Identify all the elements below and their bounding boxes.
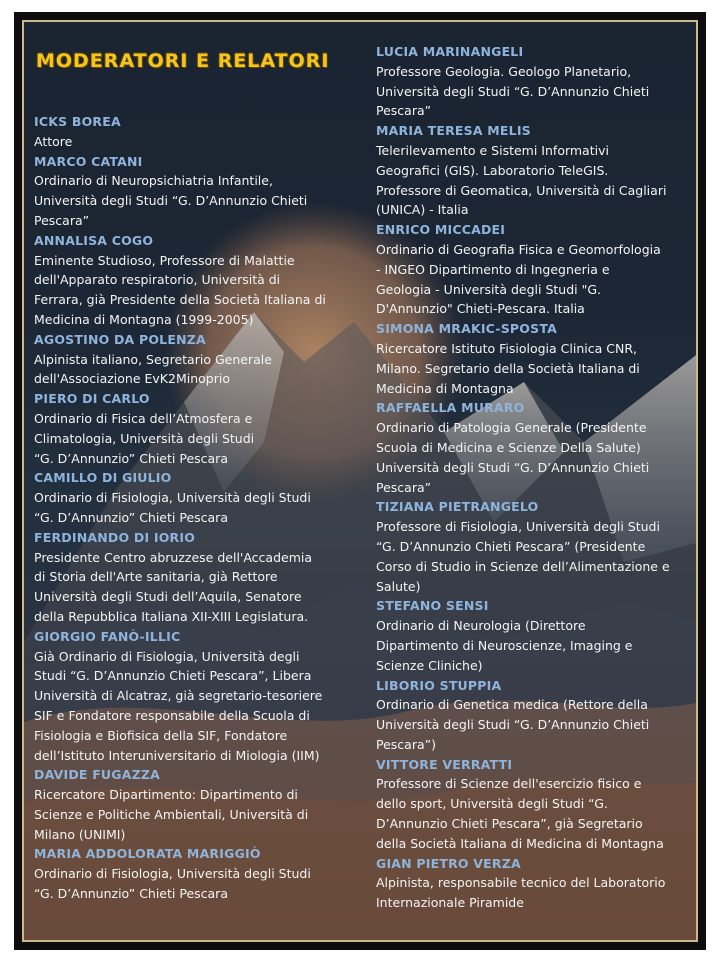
speaker-entry — [376, 398, 696, 497]
speaker-name: GIORGIO FANÒ-ILLIC — [34, 628, 181, 644]
speaker-role: Ordinario di Fisica dell’Atmosfera e Climatologia, Università degli Studi “G. D’Annunzio” Chieti Pescara — [34, 410, 255, 466]
speaker-name: LUCIA MARINANGELI — [376, 44, 524, 59]
speaker-role: Ordinario di Neuropsichiatria Infantile, Università degli Studi “G. D’Annunzio Chieti Pescara” — [34, 173, 308, 228]
speaker-role: Ordinario di Geografia Fisica e Geomorfologia - INGEO Dipartimento di Ingegneria e Geologia - Università degli Studi "G. D'Annunzio" Chieti-Pescara. Italia — [376, 241, 661, 317]
speaker-role: Alpinista, responsabile tecnico del Laboratorio Internazionale Piramide — [376, 875, 666, 911]
speaker-entry — [34, 389, 364, 468]
speaker-name: AGOSTINO DA POLENZA — [34, 331, 206, 347]
speaker-entry — [376, 220, 696, 319]
speaker-role: Ordinario di Neurologia (Direttore Dipartimento di Neuroscienze, Imaging e Scienze Cliniche) — [376, 618, 633, 673]
speaker-entry — [34, 468, 364, 527]
speaker-entry — [376, 596, 696, 675]
speaker-entry — [376, 676, 696, 755]
speaker-role: Professore di Scienze dell'esercizio fisico e dello sport, Università degli Studi “G. D’Annunzio Chieti Pescara”, già Segretario della Società Italiana di Medicina di Montagna — [376, 776, 664, 851]
speaker-entry — [376, 497, 696, 596]
speaker-name: GIAN PIETRO VERZA — [376, 855, 521, 871]
speaker-role: Ordinario di Genetica medica (Rettore della Università degli Studi “G. D’Annunzio Chieti Pescara”) — [376, 697, 650, 752]
speaker-name: TIZIANA PIETRANGELO — [376, 499, 539, 515]
speaker-role: Professore Geologia. Geologo Planetario, Università degli Studi “G. D’Annunzio Chieti Pescara” — [376, 63, 650, 119]
speaker-name: CAMILLO DI GIULIO — [34, 470, 172, 486]
speaker-role: Telerilevamento e Sistemi Informativi Geografici (GIS). Laboratorio TeleGIS. Professore di Geomatica, Università di Cagliari (UNICA) - Italia — [376, 142, 667, 218]
speaker-entry — [376, 319, 696, 398]
speaker-name: MARCO CATANI — [34, 153, 143, 169]
speaker-entry — [34, 844, 364, 903]
speaker-name: SIMONA MRAKIC-SPOSTA — [376, 321, 557, 337]
speaker-role: Attore — [34, 133, 73, 149]
speaker-entry — [376, 755, 696, 854]
speaker-role: Ricercatore Istituto Fisiologia Clinica CNR, Milano. Segretario della Società Italiana di Medicina di Montagna — [376, 340, 640, 396]
speaker-entry — [34, 112, 364, 152]
poster — [22, 20, 698, 942]
speakers-left-column — [34, 112, 364, 904]
speaker-role: Ordinario di Patologia Generale (Presidente Scuola di Medicina e Scienze Della Salute) Università degli Studi “G. D’Annunzio Chieti Pescara” — [376, 420, 650, 495]
speaker-name: LIBORIO STUPPIA — [376, 677, 502, 693]
speaker-entry — [34, 528, 364, 627]
speaker-role: Ordinario di Fisiologia, Università degli Studi “G. D’Annunzio” Chieti Pescara — [34, 866, 311, 902]
speakers-right-column — [376, 42, 696, 913]
speaker-name: ANNALISA COGO — [34, 232, 154, 248]
speaker-entry — [34, 231, 364, 330]
speaker-entry — [376, 854, 696, 913]
speaker-name: MARIA ADDOLORATA MARIGGIÒ — [34, 846, 261, 862]
speaker-name: VITTORE VERRATTI — [376, 756, 513, 772]
speaker-role: Alpinista italiano, Segretario Generale dell'Associazione EvK2Minoprio — [34, 351, 272, 387]
speaker-role: Ricercatore Dipartimento: Dipartimento di Scienze e Politiche Ambientali, Università di Milano (UNIMI) — [34, 787, 309, 842]
speaker-name: DAVIDE FUGAZZA — [34, 767, 161, 783]
speaker-role: Eminente Studioso, Professore di Malattie dell'Apparato respiratorio, Università di Ferrara, già Presidente della Società Italiana di Medicina di Montagna (1999-2005) — [34, 252, 326, 327]
speaker-entry — [34, 765, 364, 844]
speaker-name: PIERO DI CARLO — [34, 391, 150, 407]
speaker-name: FERDINANDO DI IORIO — [34, 529, 196, 545]
speaker-name: ENRICO MICCADEI — [376, 222, 506, 238]
speaker-entry — [34, 330, 364, 389]
speaker-name: MARIA TERESA MELIS — [376, 123, 531, 139]
speaker-entry — [34, 152, 364, 231]
speaker-role: Professore di Fisiologia, Università degli Studi “G. D’Annunzio Chieti Pescara” (Presidente Corso di Studio in Scienze dell’Alimentazione e Salute) — [376, 519, 670, 594]
page-title: MODERATORI E RELATORI — [36, 50, 330, 72]
speaker-role: Presidente Centro abruzzese dell'Accademia di Storia dell'Arte sanitaria, già Rettore Università degli Studi dell’Aquila, Senatore della Repubblica Italiana XII-XIII Legislatura. — [34, 549, 313, 624]
speaker-entry — [376, 121, 696, 220]
speaker-entry — [34, 627, 364, 766]
speaker-name: STEFANO SENSI — [376, 598, 489, 614]
speaker-name: RAFFAELLA MURARO — [376, 400, 525, 416]
speaker-name: ICKS BOREA — [34, 114, 121, 129]
speaker-role: Ordinario di Fisiologia, Università degli Studi “G. D’Annunzio” Chieti Pescara — [34, 490, 311, 525]
speaker-entry — [376, 42, 696, 121]
speaker-role: Già Ordinario di Fisiologia, Università degli Studi “G. D’Annunzio Chieti Pescara”, Libera Università di Alcatraz, già segretario-tesoriere SIF e Fondatore responsabile della Scuola di Fisiologia e Biofisica della SIF, Fondatore dell’Istituto Interuniversitario di Miologia (IIM) — [34, 648, 323, 763]
